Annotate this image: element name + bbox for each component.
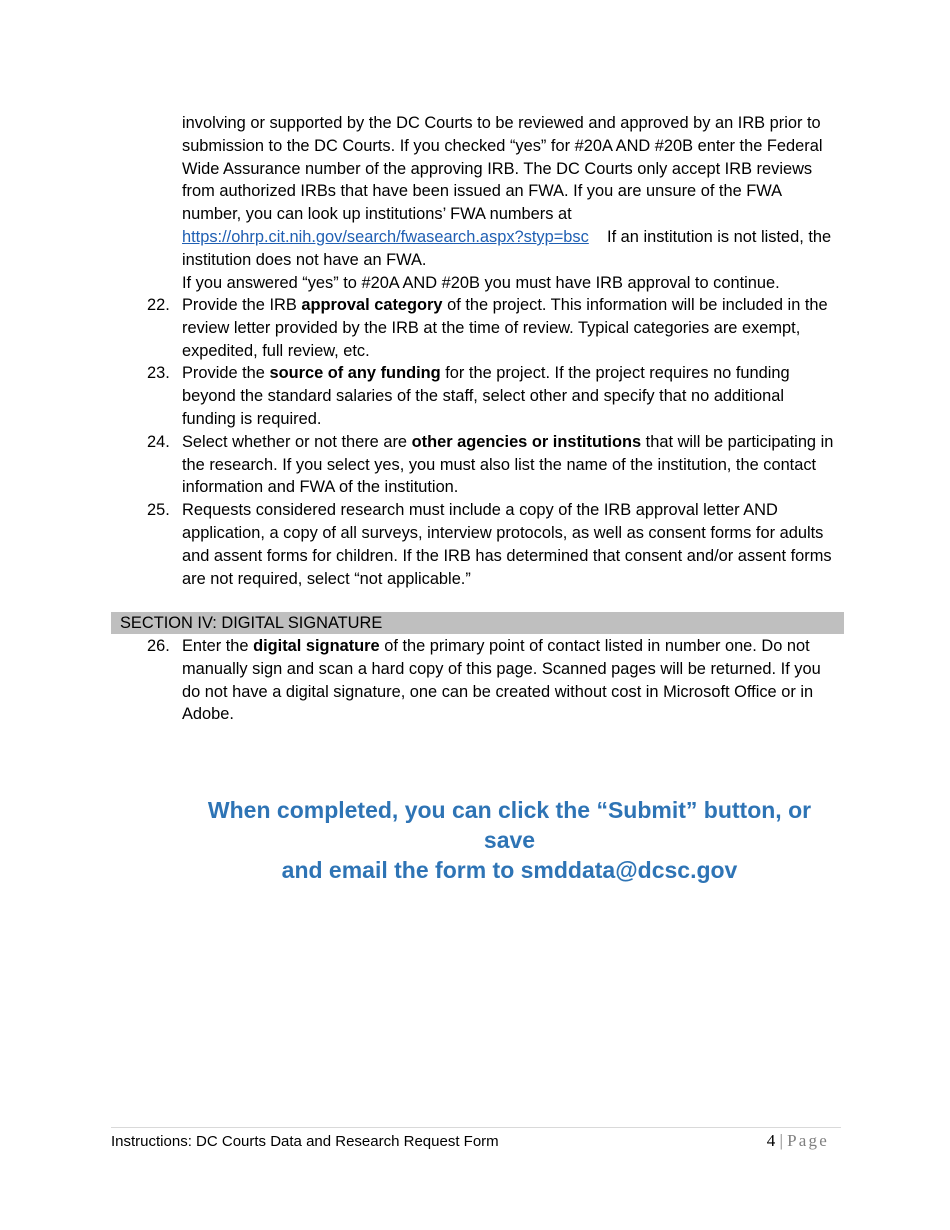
item-text-cont: for the project. If the project requires no funding beyond the standard salaries of the staff, select other and specify that no additional funding is required. [182, 364, 790, 428]
instruction-item-25 [147, 499, 842, 590]
fwa-note-text: If an institution is not listed, the institution does not have an FWA. [182, 227, 832, 269]
item-emphasis: digital signature [253, 637, 380, 655]
irb-paragraph [182, 112, 842, 272]
instruction-item-26 [147, 635, 842, 726]
item-text-cont: of the primary point of contact listed in number one. Do not manually sign and scan a hard copy of this page. Scanned pages will be returned. If you do not have a digital signature, one can be created without cost in Microsoft Office or in Adobe. [182, 637, 821, 724]
callout-line-2: and email the form to smddata@dcsc.gov [281, 857, 738, 883]
item-text: Provide the IRB [182, 296, 302, 314]
instruction-item-22 [147, 294, 842, 362]
irb-paragraph-text: involving or supported by the DC Courts to be reviewed and approved by an IRB prior to submission to the DC Courts. If you checked “yes” for #20A AND #20B enter the Federal Wide Assurance number of the approving IRB. The DC Courts only accept IRB reviews from authorized IRBs that have been issued an FWA. If you are unsure of the FWA number, you can look up institutions’ FWA numbers at [182, 114, 823, 224]
callout-line-1: When completed, you can click the “Submit” button, or save [207, 797, 812, 853]
instruction-item-23 [147, 362, 842, 430]
signature-instruction-list [147, 635, 842, 726]
page-number: 4 [766, 1131, 776, 1150]
irb-approval-note: If you answered “yes” to #20A AND #20B you must have IRB approval to continue. [182, 273, 780, 292]
item-text: Provide the [182, 364, 270, 383]
item-text-cont: of the project. This information will be included in the review letter provided by the IRB at the time of review. Typical categories are exempt, expedited, full review, etc. [182, 296, 828, 360]
item-text: Select whether or not there are [182, 432, 412, 451]
section-heading-bar [111, 612, 844, 634]
footer-title: Instructions: DC Courts Data and Research Request Form [111, 1133, 499, 1150]
item-text: Requests considered research must include a copy of the IRB approval letter AND application, a copy of all surveys, interview protocols, as well as consent forms for adults and assent forms for children. If the IRB has determined that consent and/or assent forms are not required, select “not applicable.” [182, 501, 832, 588]
footer-page-indicator [767, 1131, 829, 1151]
item-text: Enter the [182, 637, 254, 655]
item-number: 26. [147, 637, 170, 655]
instruction-list [147, 294, 842, 590]
fwa-search-link[interactable]: https://ohrp.cit.nih.gov/search/fwasearch.aspx?styp=bsc [182, 227, 589, 246]
item-text-cont: that will be participating in the research. If you select yes, you must also list the name of the institution, the contact information and FWA of the institution. [182, 432, 834, 497]
page-separator: | [779, 1131, 783, 1150]
item-emphasis: approval category [301, 296, 443, 314]
item-number: 25. [147, 501, 170, 520]
irb-instructions-continued [182, 112, 842, 294]
item-number: 22. [147, 296, 170, 314]
page-label: Page [787, 1131, 829, 1150]
item-emphasis: other agencies or institutions [411, 432, 642, 451]
submit-callout [182, 795, 837, 885]
item-number: 23. [147, 364, 170, 383]
footer-divider [111, 1127, 841, 1128]
section-heading: SECTION IV: DIGITAL SIGNATURE [120, 614, 383, 632]
instruction-item-24 [147, 431, 842, 499]
item-number: 24. [147, 432, 170, 451]
item-emphasis: source of any funding [269, 364, 441, 383]
